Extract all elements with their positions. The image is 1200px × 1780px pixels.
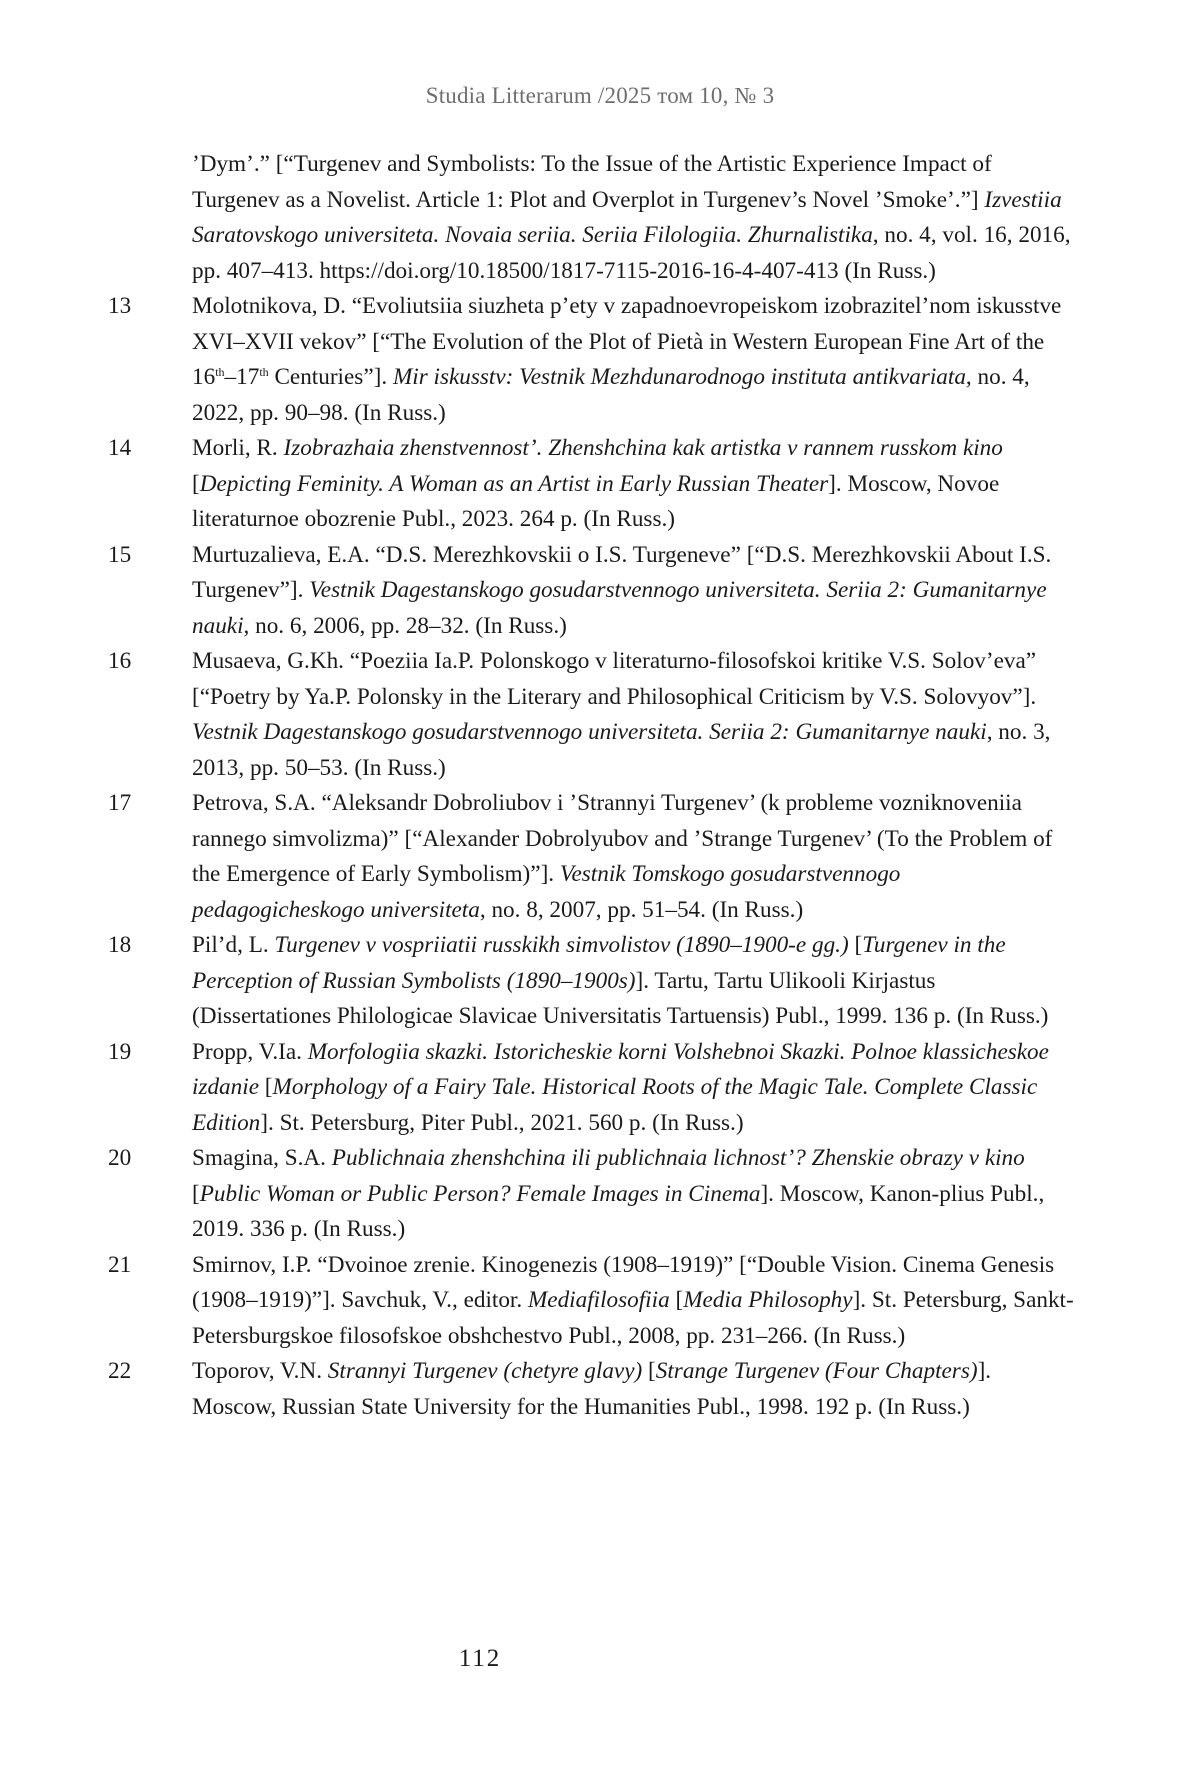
reference-list [108,147,1078,1425]
reference-entry [108,1141,1078,1248]
reference-segment: ’Dym’.” [“Turgenev and Symbolists: To the Issue of the Artistic Experience Impact of Turgenev as a Novelist. Article 1: Plot and Overplot in Turgenev’s Novel ’Smoke’.”] [192,151,992,213]
reference-number: 13 [108,293,132,319]
reference-title-italic: Morphology of a Fairy Tale. Historical Roots of the Magic Tale. Complete Classic Edition [192,1074,1038,1136]
reference-entry [108,928,1078,1035]
reference-segment: [ [669,1287,684,1313]
reference-segment: –17 [224,364,260,390]
reference-segment: ]. St. Petersburg, Sankt-Petersburgskoe filosofskoe obshchestvo Publ., 2008, pp. 231–266. (In Russ.) [192,1287,1074,1349]
reference-segment: ]. St. Petersburg, Piter Publ., 2021. 560 p. (In Russ.) [260,1109,744,1136]
reference-title-italic: Vestnik Tomskogo gosudarstvennogo pedagogicheskogo universiteta [192,861,901,923]
reference-text [192,1141,1078,1248]
reference-segment: Propp, V.Ia. [192,1038,308,1065]
reference-text [192,1248,1078,1355]
reference-entry [108,538,1078,645]
reference-title-italic: Izobrazhaia zhenstvennost’. Zhenshchina kak artistka v rannem russkom kino [283,435,1003,461]
reference-number: 16 [108,648,132,674]
reference-segment: , no. 8, 2007, pp. 51–54. (In Russ.) [479,896,804,923]
reference-title-italic: Media Philosophy [683,1287,853,1313]
reference-title-italic: Strange Turgenev (Four Chapters) [655,1358,978,1384]
reference-title-italic: Mir iskusstv: Vestnik Mezhdunarodnogo instituta antikvariata [392,364,966,390]
reference-segment: , no. 6, 2006, pp. 28–32. (In Russ.) [243,612,567,639]
reference-entry [108,431,1078,538]
reference-entry [108,644,1078,786]
reference-segment: Centuries”]. [268,364,393,390]
reference-segment: Morli, R. [192,435,284,461]
reference-title-italic: Vestnik Dagestanskogo gosudarstvennogo universiteta. Seriia 2: Gumanitarnye nauki [192,719,987,745]
page-number: 112 [458,1645,502,1672]
reference-segment: , no. 4, 2022, pp. 90–98. (In Russ.) [192,364,1030,426]
reference-number: 14 [108,435,132,461]
reference-entry [108,147,1078,289]
reference-text [192,538,1078,645]
running-head: Studia Litterarum /2025 том 10, № 3 [425,83,775,108]
reference-segment: Musaeva, G.Kh. “Poeziia Ia.P. Polonskogo v literaturno-filosofskoi kritike V.S. Solov’eva” [“Poetry by Ya.P. Polonsky in the Literary and Philosophical Criticism by V.S. Solovyov”]. [192,648,1037,710]
reference-title-italic: Izvestiia Saratovskogo universiteta. Novaia seriia. Seriia Filologiia. Zhurnalistika [192,186,1062,248]
reference-number: 20 [108,1145,132,1171]
reference-title-italic: Vestnik Dagestanskogo gosudarstvennogo universiteta. Seriia 2: Gumanitarnye nauki [192,577,1047,639]
reference-title-italic: Mediafilosofiia [527,1287,670,1313]
reference-segment: ]. Moscow, Kanon-plius Publ., 2019. 336 p. (In Russ.) [192,1180,1045,1242]
reference-segment: Toporov, V.N. [192,1358,328,1384]
reference-text [192,644,1078,786]
reference-segment: Smagina, S.A. [192,1145,332,1171]
reference-entry [108,1354,1078,1425]
reference-entry [108,786,1078,928]
reference-title-italic: Publichnaia zhenshchina ili publichnaia lichnost’? Zhenskie obrazy v kino [331,1145,1025,1171]
reference-title-italic: Depicting Feminity. A Woman as an Artist in Early Russian Theater [199,470,829,497]
reference-segment: Murtuzalieva, E.A. “D.S. Merezhkovskii o I.S. Turgeneve” [“D.S. Merezhkovskii About I.S. Turgenev”]. [192,541,1052,603]
reference-title-italic: Morfologiia skazki. Istoricheskie korni Volshebnoi Skazki. Polnoe klassicheskoe izdanie [192,1038,1049,1100]
reference-number [108,147,192,289]
reference-segment: [ [848,932,863,958]
reference-text [192,289,1078,431]
reference-segment: [ [192,1180,200,1207]
reference-entry [108,289,1078,431]
reference-segment: ]. Moscow, Novoe literaturnoe obozrenie Publ., 2023. 264 p. (In Russ.) [192,470,1000,532]
reference-segment: [ [258,1074,273,1100]
reference-segment: Smirnov, I.P. “Dvoinoe zrenie. Kinogenezis (1908–1919)” [“Double Vision. Cinema Genesis (1908–1919)”]. Savchuk, V., editor. [192,1251,1055,1313]
reference-segment: , no. 4, vol. 16, 2016, pp. 407–413. https://doi.org/10.18500/1817-7115-2016-16-4-407-413 (In Russ.) [192,222,1071,284]
reference-number: 19 [108,1038,132,1065]
reference-text [192,928,1078,1035]
reference-number: 15 [108,541,132,568]
reference-text [192,1354,1078,1425]
reference-entry [108,1035,1078,1142]
reference-text [192,431,1078,538]
reference-number: 18 [108,932,132,958]
reference-segment: Molotnikova, D. “Evoliutsiia siuzheta p’ety v zapadnoevropeiskom izobrazitel’nom iskusstve XVI–XVII vekov” [“The Evolution of the Plot of Pietà in Western European Fine Art of the 16 [192,293,1062,390]
reference-title-italic: Strannyi Turgenev (chetyre glavy) [327,1358,643,1384]
reference-text [192,786,1078,928]
reference-segment: ]. Tartu, Tartu Ulikooli Kirjastus (Dissertationes Philologicae Slavicae Universitatis Tartuensis) Publ., 1999. 136 p. (In Russ.) [192,967,1049,1029]
reference-segment: , no. 3, 2013, pp. 50–53. (In Russ.) [192,719,1051,781]
reference-number: 22 [108,1358,132,1384]
reference-segment: Pil’d, L. [192,932,275,958]
reference-number: 17 [108,790,132,816]
reference-title-italic: Turgenev in the Perception of Russian Symbolists (1890–1900s) [192,932,1006,994]
reference-number: 21 [108,1251,132,1278]
reference-text [192,1035,1078,1142]
reference-segment: ]. Moscow, Russian State University for the Humanities Publ., 1998. 192 p. (In Russ.) [192,1358,992,1420]
reference-entry [108,1248,1078,1355]
reference-segment: [ [192,470,200,497]
reference-segment: th [215,365,225,379]
reference-title-italic: Turgenev v vospriiatii russkikh simvolistov (1890–1900-e gg.) [274,932,849,958]
reference-text [192,147,1078,289]
reference-segment: [ [642,1358,656,1384]
reference-segment: th [259,365,269,379]
reference-segment: Petrova, S.A. “Aleksandr Dobroliubov i ’Strannyi Turgenev’ (k probleme vozniknoveniia rannego simvolizma)” [“Alexander Dobrolyubov and ’Strange Turgenev’ (To the Problem of the Emergence of Early Symbolism)”]. [192,790,1053,887]
reference-title-italic: Public Woman or Public Person? Female Images in Cinema [199,1180,761,1207]
